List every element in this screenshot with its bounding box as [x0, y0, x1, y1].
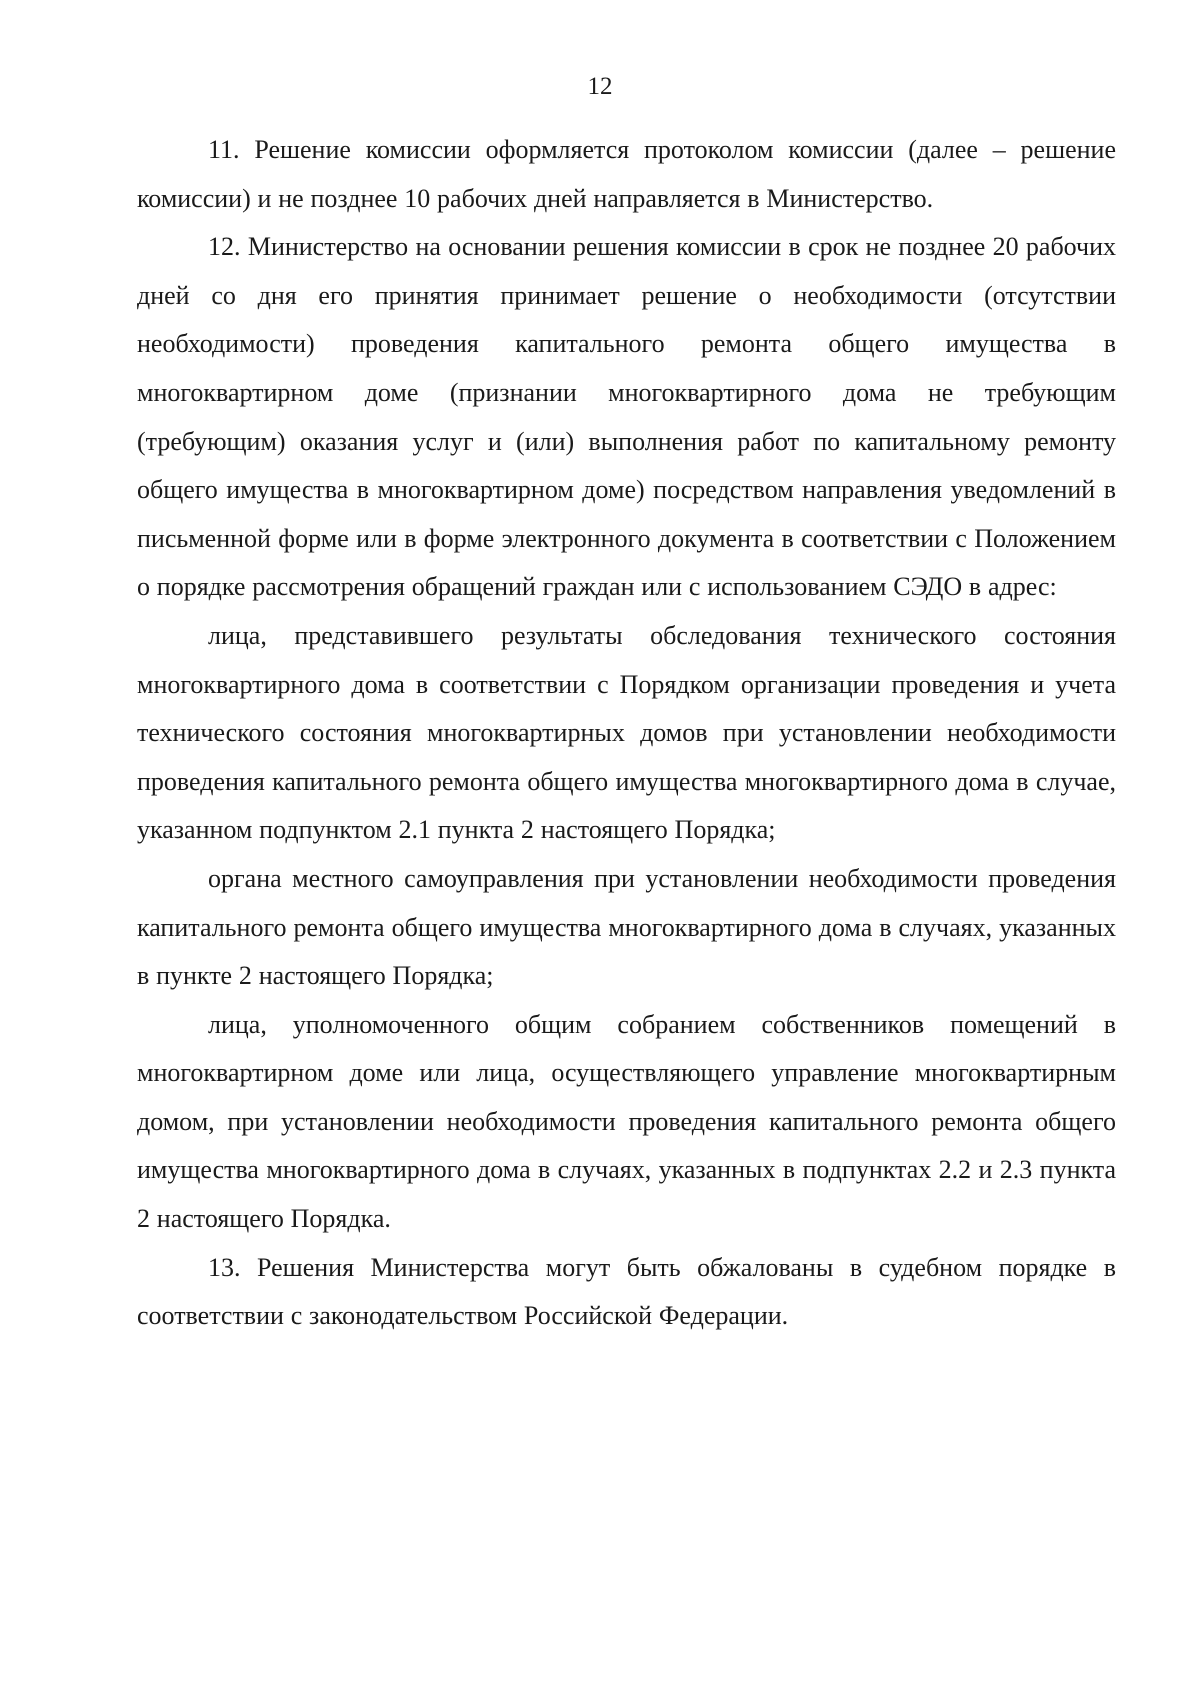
page-number: 12: [587, 73, 613, 100]
document-body: [137, 126, 1116, 1341]
paragraph-recipient-owners-representative: лица, уполномоченного общим собранием собственников помещений в многоквартирном доме или лица, осуществляющего управление многоквартирным домом, при установлении необходимости проведения капитального ремонта общего имущества многоквартирного дома в случаях, указанных в подпунктах 2.2 и 2.3 пункта 2 настоящего Порядка.: [137, 1009, 1116, 1234]
paragraph-item-12: 12. Министерство на основании решения комиссии в срок не позднее 20 рабочих дней со дня его принятия принимает решение о необходимости (отсутствии необходимости) проведения капитального ремонта общего имущества в многоквартирном доме (признании многоквартирного дома не требующим (требующим) оказания услуг и (или) выполнения работ по капитальному ремонту общего имущества в многоквартирном доме) посредством направления уведомлений в письменной форме или в форме электронного документа в соответствии с Положением о порядке рассмотрения обращений граждан или с использованием СЭДО в адрес:: [137, 232, 1116, 602]
paragraph-recipient-inspector: лица, представившего результаты обследования технического состояния многоквартирного дома в соответствии с Порядком организации проведения и учета технического состояния многоквартирных домов при установлении необходимости проведения капитального ремонта общего имущества многоквартирного дома в случае, указанном подпунктом 2.1 пункта 2 настоящего Порядка;: [137, 620, 1116, 845]
paragraph-item-11: 11. Решение комиссии оформляется протоколом комиссии (далее – решение комиссии) и не позднее 10 рабочих дней направляется в Министерство.: [137, 135, 1116, 213]
paragraph-item-13: 13. Решения Министерства могут быть обжалованы в судебном порядке в соответствии с законодательством Российской Федерации.: [137, 1252, 1116, 1331]
paragraph-recipient-local-government: органа местного самоуправления при установлении необходимости проведения капитального ремонта общего имущества многоквартирного дома в случаях, указанных в пункте 2 настоящего Порядка;: [137, 863, 1116, 991]
